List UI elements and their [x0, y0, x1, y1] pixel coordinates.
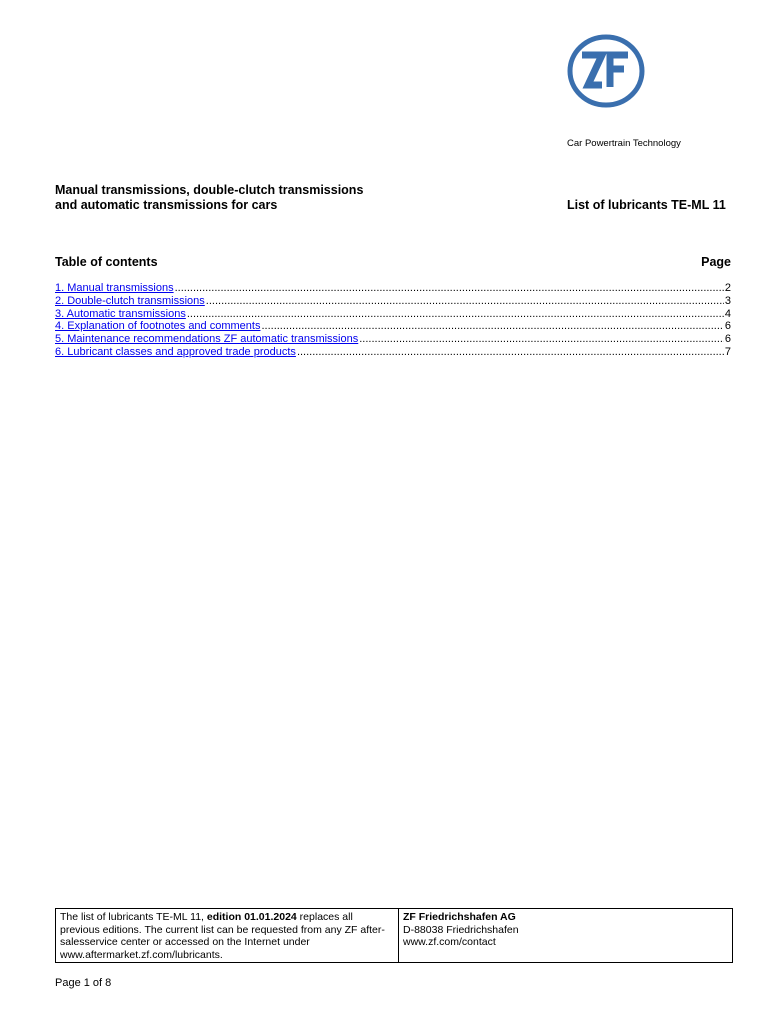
toc-item	[55, 308, 731, 321]
company-contact: www.zf.com/contact	[403, 936, 496, 949]
toc-item	[55, 346, 731, 359]
zf-logo	[566, 33, 646, 109]
toc-item	[55, 295, 731, 308]
toc-item	[55, 320, 731, 333]
toc-item	[55, 333, 731, 346]
brand-tagline: Car Powertrain Technology	[567, 138, 681, 149]
dot-leader	[206, 295, 724, 308]
toc-page-number: 7	[724, 345, 731, 358]
toc-link-lubricant-classes[interactable]: 6. Lubricant classes and approved trade products	[55, 345, 296, 358]
toc-link-footnotes[interactable]: 4. Explanation of footnotes and comments	[55, 320, 261, 333]
toc-heading: Table of contents	[55, 255, 158, 269]
edition-note-suffix: replaces all previous editions. The current list can be requested from any ZF after-salesservice center or accessed on the Internet under www.aftermarket.zf.com/lubricants.	[60, 911, 385, 961]
toc-page-heading: Page	[701, 255, 731, 269]
zf-logo-icon	[566, 33, 646, 109]
page-number: Page 1 of 8	[55, 977, 112, 989]
edition-note-prefix: The list of lubricants TE-ML 11,	[60, 911, 207, 923]
dot-leader	[175, 282, 724, 295]
dot-leader	[261, 320, 723, 333]
dot-leader	[187, 308, 724, 321]
document-title-line-2: and automatic transmissions for cars	[55, 198, 278, 212]
toc-link-double-clutch[interactable]: 2. Double-clutch transmissions	[55, 294, 205, 307]
table-of-contents	[55, 282, 731, 359]
toc-page-number: 6	[724, 333, 731, 346]
company-address: D-88038 Friedrichshafen	[403, 923, 519, 936]
edition-note	[56, 909, 399, 962]
company-info	[399, 909, 732, 962]
toc-page-number: 6	[724, 320, 731, 333]
toc-link-manual[interactable]: 1. Manual transmissions	[55, 282, 174, 294]
toc-link-automatic[interactable]: 3. Automatic transmissions	[55, 307, 186, 320]
edition-date: edition 01.01.2024	[206, 911, 297, 923]
toc-item	[55, 282, 731, 295]
toc-header	[55, 255, 731, 269]
toc-link-maintenance[interactable]: 5. Maintenance recommendations ZF automatic transmissions	[55, 333, 359, 346]
document-title	[55, 183, 363, 213]
company-name: ZF Friedrichshafen AG	[403, 911, 516, 923]
dot-leader	[359, 333, 724, 346]
dot-leader	[297, 346, 724, 359]
toc-page-number: 4	[724, 307, 731, 320]
list-title: List of lubricants TE-ML 11	[567, 198, 726, 212]
edition-info-box	[55, 908, 733, 963]
toc-page-number: 3	[724, 294, 731, 307]
document-title-line-1: Manual transmissions, double-clutch transmissions	[55, 183, 364, 197]
toc-page-number: 2	[724, 282, 731, 294]
